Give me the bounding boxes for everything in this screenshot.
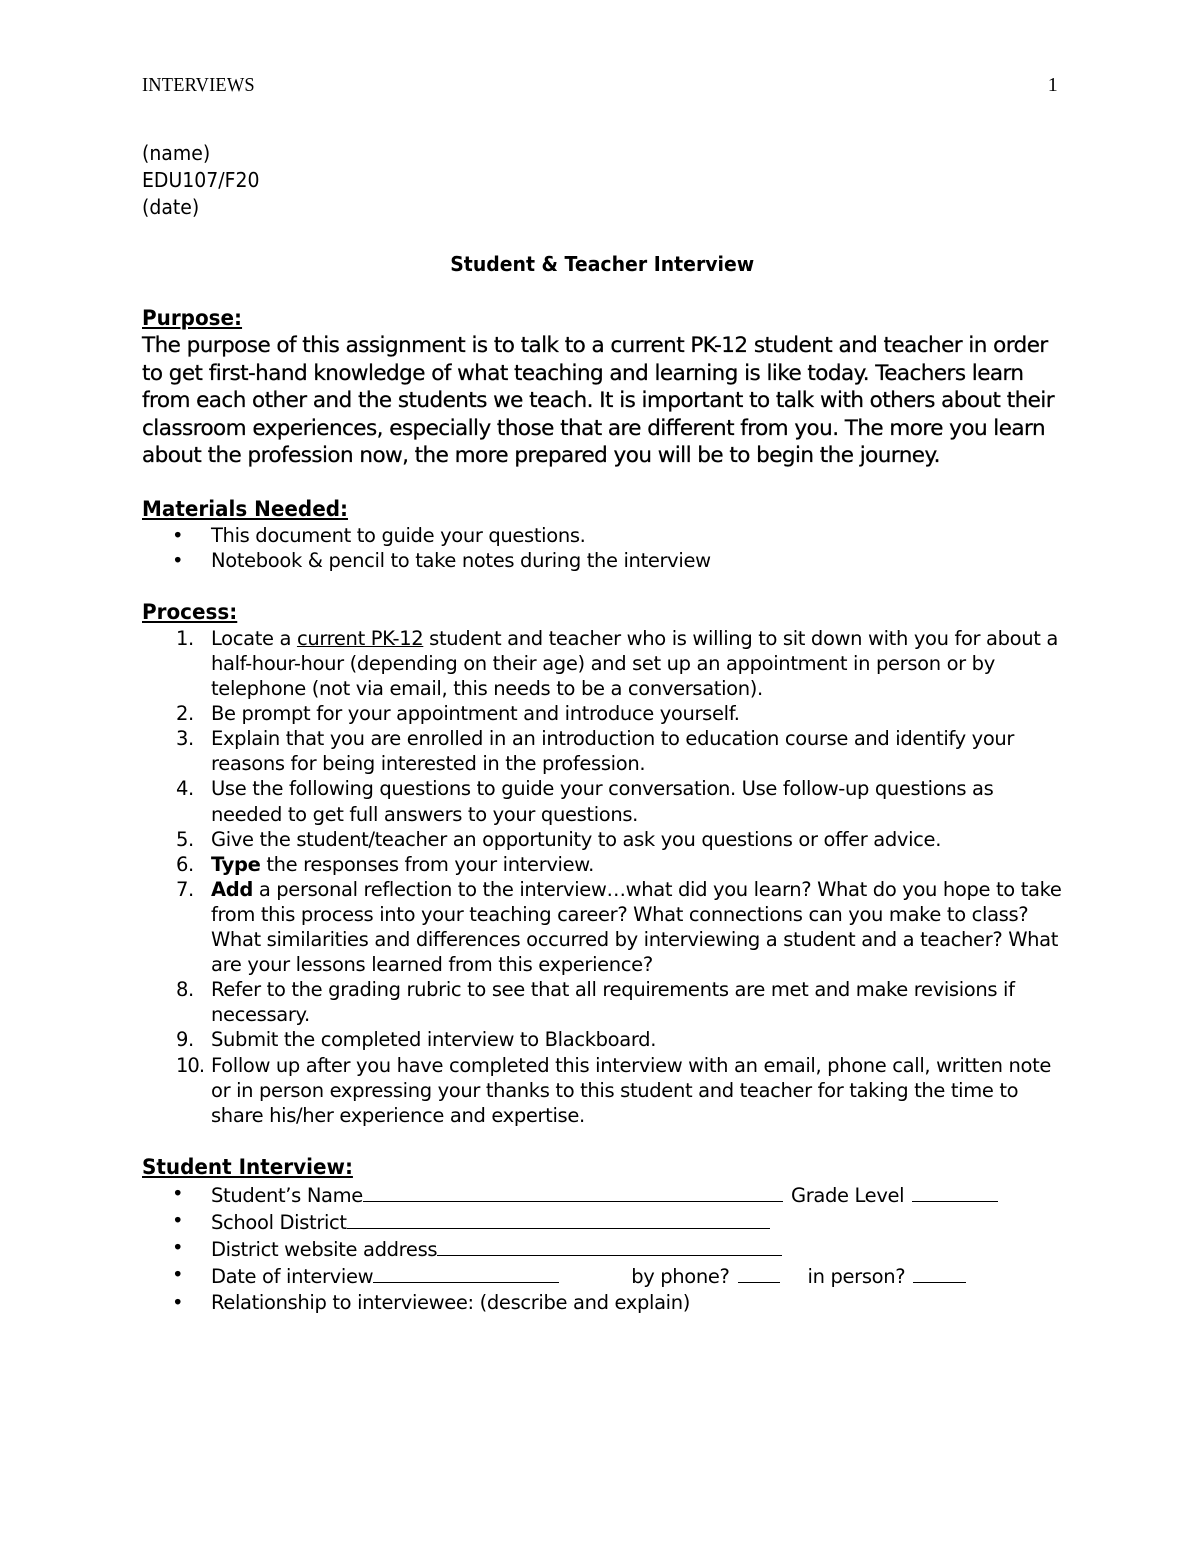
bullet-icon: • <box>172 523 184 547</box>
materials-list <box>142 523 1062 573</box>
student-interview-fields <box>142 1181 1062 1315</box>
list-item: • This document to guide your questions. <box>172 523 586 547</box>
step-number: 8. <box>176 978 194 1002</box>
process-step: 6. Type the responses from your interview. <box>176 852 594 876</box>
by-phone-blank[interactable] <box>738 1262 780 1283</box>
step-number: 7. <box>176 877 194 901</box>
process-step: 7. Add a personal reflection to the interview…what did you learn? What do you hope to take from this process into your teaching career? What connections can you make to class? What similarities and differences occurred by interviewing a student and a teacher? What are your lessons learned from this experience? <box>176 877 1062 977</box>
page-number: 1 <box>1047 74 1058 96</box>
step-number: 2. <box>176 702 194 726</box>
student-name-blank[interactable] <box>363 1181 783 1202</box>
purpose-section <box>142 305 1062 470</box>
course-code: EDU107/F20 <box>142 168 260 192</box>
process-heading: Process: <box>142 599 238 624</box>
process-step: 3. Explain that you are enrolled in an introduction to education course and identify your reasons for being interested in the profession. <box>176 727 1015 776</box>
process-step: 10. Follow up after you have completed this interview with an email, phone call, written note or in person expressing your thanks to this student and teacher for taking the time to share his/her experience and expertise. <box>176 1053 1052 1127</box>
student-name-placeholder: (name) <box>142 141 211 165</box>
bullet-icon: • <box>172 1236 184 1260</box>
process-step: 8. Refer to the grading rubric to see that all requirements are met and make revisions if necessary. <box>176 978 1015 1027</box>
in-person-blank[interactable] <box>913 1262 966 1283</box>
document-title: Student & Teacher Interview <box>449 252 755 276</box>
form-line-relationship: • Relationship to interviewee: (describe and explain) <box>172 1290 691 1314</box>
running-head-title: INTERVIEWS <box>142 74 255 96</box>
step-number: 6. <box>176 852 194 876</box>
bold-text: Add <box>211 877 253 901</box>
bullet-icon: • <box>172 1290 184 1314</box>
process-step: 4. Use the following questions to guide your conversation. Use follow-up questions as needed to get full answers to your questions. <box>176 777 994 826</box>
list-item: • Notebook & pencil to take notes during the interview <box>172 548 711 572</box>
purpose-heading: Purpose: <box>142 306 243 330</box>
step-number: 1. <box>176 626 194 650</box>
date-of-interview-blank[interactable] <box>373 1262 559 1283</box>
materials-heading: Materials Needed: <box>142 496 349 521</box>
purpose-text: The purpose of this assignment is to talk to a current PK-12 student and teacher in order to get first-hand knowledge of what teaching and learning is like today. Teachers learn from each other and the students we teach. It is important to talk with others about their classroom experiences, especially those that are different from you. The more you learn about the profession now, the more prepared you will be to begin the journey. <box>142 333 1055 468</box>
date-placeholder: (date) <box>142 195 200 219</box>
form-line-school-district: • School District <box>142 1208 1062 1235</box>
document-body <box>142 140 1062 1315</box>
process-section <box>142 599 1062 1128</box>
step-number: 5. <box>176 827 194 851</box>
step-number: 3. <box>176 727 194 751</box>
process-step: 5. Give the student/teacher an opportunity to ask you questions or offer advice. <box>176 827 942 851</box>
form-line-district-website: • District website address <box>142 1235 1062 1262</box>
school-district-blank[interactable] <box>347 1208 770 1229</box>
process-steps <box>142 626 1062 1128</box>
step-number: 9. <box>176 1028 194 1052</box>
process-step: 9. Submit the completed interview to Blackboard. <box>176 1028 657 1052</box>
meta-block <box>142 140 1062 221</box>
district-website-blank[interactable] <box>437 1235 782 1256</box>
step-number: 10. <box>176 1053 205 1077</box>
form-line-student-name: • Student’s Name Grade Level <box>142 1181 1062 1208</box>
bold-text: Type <box>211 852 261 876</box>
materials-section <box>142 496 1062 573</box>
step-number: 4. <box>176 777 194 801</box>
bullet-icon: • <box>172 1208 184 1232</box>
running-head <box>142 74 1058 100</box>
student-interview-heading: Student Interview: <box>142 1154 353 1179</box>
underlined-text: current PK-12 <box>296 626 424 650</box>
bullet-icon: • <box>172 1181 184 1205</box>
process-step: 2. Be prompt for your appointment and introduce yourself. <box>176 702 740 726</box>
process-step: 1. Locate a current PK-12 student and teacher who is willing to sit down with you for about a half-hour-hour (depending on their age) and set up an appointment in person or by telephone (not via email, this needs to be a conversation). <box>176 626 1059 701</box>
bullet-icon: • <box>172 548 184 572</box>
form-line-date-of-interview: • Date of interview by phone? in person? <box>142 1262 1062 1289</box>
grade-level-blank[interactable] <box>912 1181 998 1202</box>
bullet-icon: • <box>172 1263 184 1287</box>
student-interview-section <box>142 1154 1062 1315</box>
